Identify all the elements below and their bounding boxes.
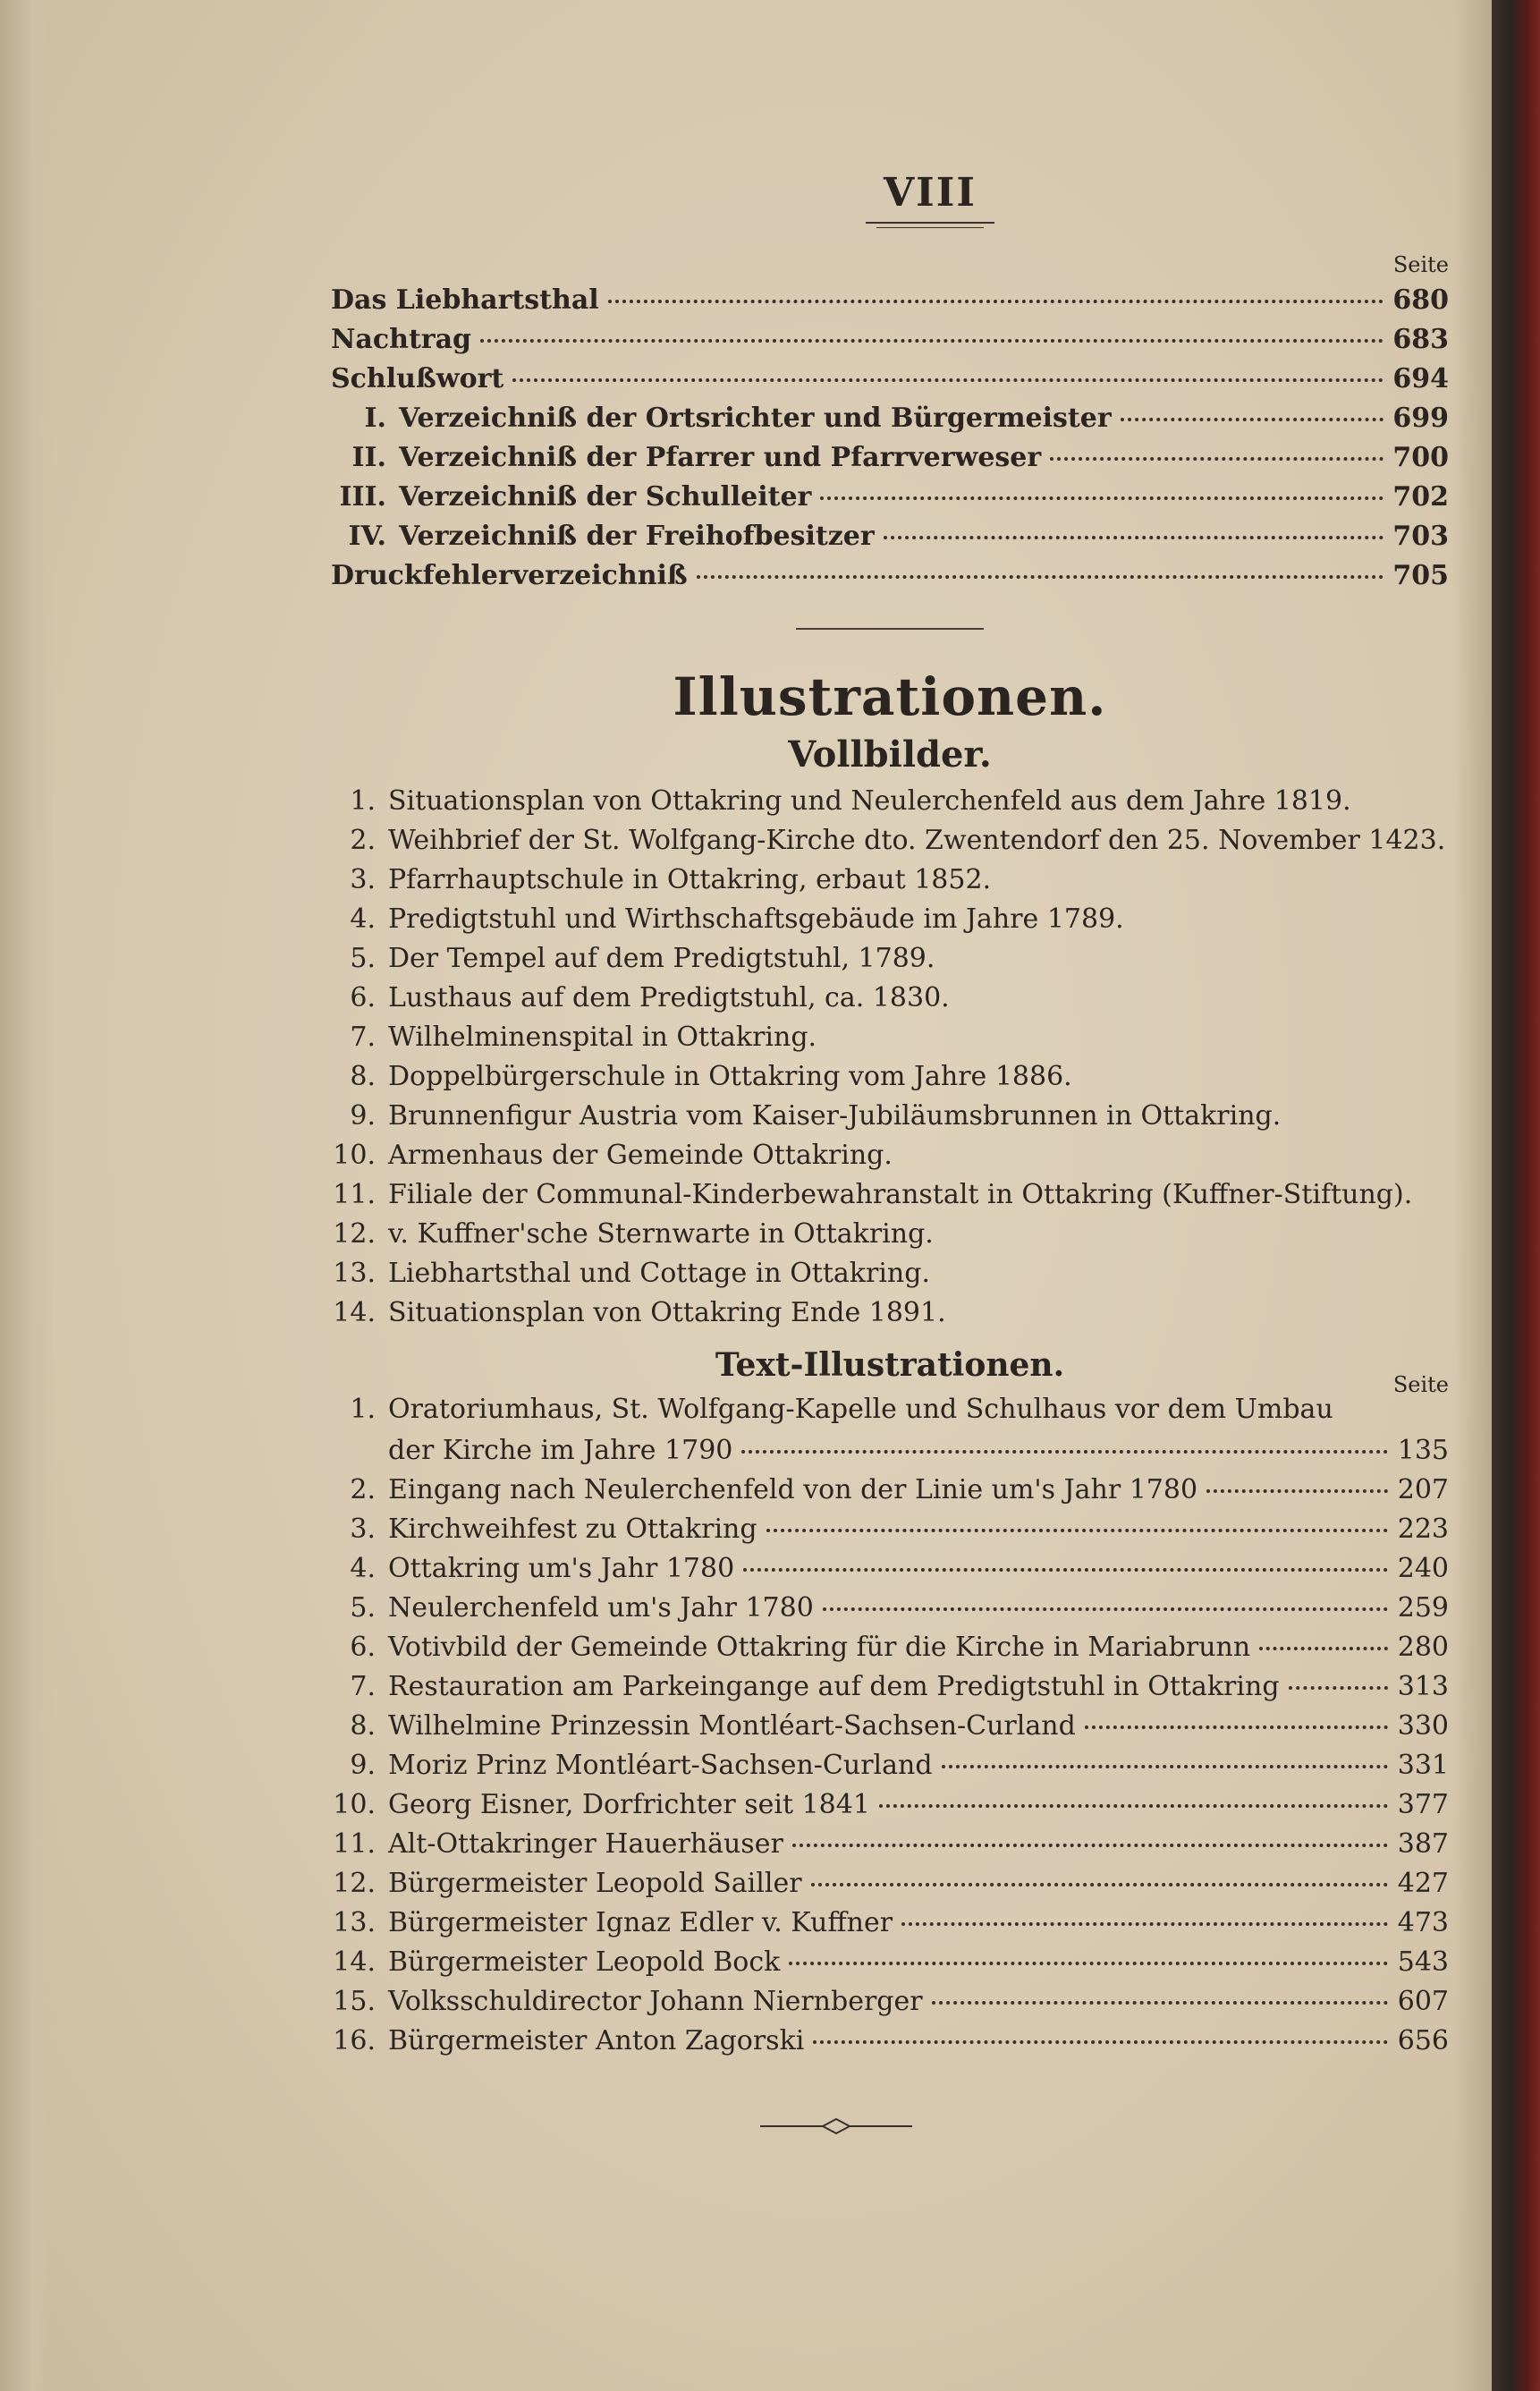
item-page: 473	[1397, 1907, 1449, 1938]
page-number: VIII	[884, 170, 977, 216]
toc-number: II.	[351, 442, 386, 473]
text-illustration-row	[331, 1632, 1449, 1667]
toc-number: III.	[339, 481, 386, 513]
seite-label: Seite	[1392, 1372, 1449, 1397]
toc-row	[331, 284, 1449, 320]
seite-label: Seite	[1392, 252, 1449, 277]
item-title: Kirchweihfest zu Ottakring	[388, 1513, 757, 1545]
plate-title: Filiale der Communal-Kinderbewahranstalt in Ottakring (Kuffner-Stiftung).	[388, 1179, 1413, 1210]
text-illustration-row	[331, 1553, 1449, 1589]
toc-row	[331, 363, 1449, 399]
plate-item	[331, 1218, 1458, 1254]
item-page: 280	[1397, 1632, 1449, 1663]
item-number: 11.	[333, 1828, 376, 1860]
leader-dots	[741, 1450, 1388, 1454]
text-illustration-row	[331, 1671, 1449, 1707]
page-edge-shadow	[1453, 0, 1492, 2391]
toc-page: 694	[1392, 363, 1449, 394]
item-number: 9.	[350, 1750, 376, 1781]
item-page: 207	[1397, 1474, 1449, 1505]
item-title: Wilhelmine Prinzessin Montléart-Sachsen-Curland	[388, 1710, 1076, 1742]
toc-page: 683	[1392, 324, 1449, 355]
plate-number: 1.	[350, 785, 376, 817]
plate-item	[331, 1022, 1458, 1057]
item-page: 259	[1397, 1592, 1449, 1624]
toc-row	[331, 481, 1449, 517]
plate-number: 13.	[333, 1258, 376, 1289]
plate-title: Weihbrief der St. Wolfgang-Kirche dto. Zwentendorf den 25. November 1423.	[388, 825, 1446, 856]
item-page: 607	[1397, 1986, 1449, 2017]
plate-number: 14.	[333, 1297, 376, 1328]
leader-dots	[1050, 457, 1383, 461]
plate-number: 7.	[350, 1022, 376, 1053]
plate-item	[331, 1100, 1458, 1136]
item-title: Volksschuldirector Johann Niernberger	[388, 1986, 923, 2017]
text-illustration-row	[331, 1789, 1449, 1825]
item-number: 7.	[350, 1671, 376, 1702]
plate-item	[331, 1061, 1458, 1097]
toc-title: Verzeichniß der Pfarrer und Pfarrverweser	[399, 442, 1042, 473]
item-number: 1.	[350, 1394, 376, 1425]
leader-dots	[813, 2040, 1388, 2044]
item-page: 240	[1397, 1553, 1449, 1584]
item-title: Alt-Ottakringer Hauerhäuser	[388, 1828, 783, 1860]
toc-title: Nachtrag	[331, 324, 472, 355]
item-page: 656	[1397, 2025, 1449, 2056]
toc-page: 680	[1392, 284, 1449, 316]
toc-number: IV.	[348, 521, 386, 552]
item-page: 543	[1397, 1946, 1449, 1978]
item-number: 10.	[333, 1789, 376, 1820]
text-illustration-row	[331, 1907, 1449, 1943]
item-number: 2.	[350, 1474, 376, 1505]
item-title: Ottakring um's Jahr 1780	[388, 1553, 735, 1584]
item-title: Bürgermeister Leopold Bock	[388, 1946, 781, 1978]
toc-page: 700	[1392, 442, 1449, 473]
text-illustration-row	[331, 2025, 1449, 2061]
item-number: 4.	[350, 1553, 376, 1584]
leader-dots	[1085, 1725, 1388, 1729]
plate-item	[331, 903, 1458, 939]
plate-number: 12.	[333, 1218, 376, 1250]
item-title: Bürgermeister Anton Zagorski	[388, 2025, 805, 2056]
leader-dots	[901, 1922, 1388, 1926]
leader-dots	[811, 1883, 1388, 1887]
item-page: 135	[1397, 1435, 1449, 1466]
text-illustration-row	[331, 1513, 1449, 1549]
leader-dots	[820, 496, 1383, 500]
illustrations-heading: Illustrationen.	[673, 666, 1107, 727]
leader-dots	[697, 575, 1384, 579]
text-illustration-row	[331, 1828, 1449, 1864]
plate-number: 6.	[350, 982, 376, 1013]
plate-number: 2.	[350, 825, 376, 856]
leader-dots	[789, 1962, 1388, 1965]
plate-item	[331, 982, 1458, 1018]
item-title: Eingang nach Neulerchenfeld von der Linie um's Jahr 1780	[388, 1474, 1198, 1505]
plate-title: Wilhelminenspital in Ottakring.	[388, 1022, 817, 1053]
toc-page: 702	[1392, 481, 1449, 513]
item-title: Votivbild der Gemeinde Ottakring für die Kirche in Mariabrunn	[388, 1632, 1251, 1663]
text-illustration-row	[331, 1710, 1449, 1746]
plate-title: v. Kuffner'sche Sternwarte in Ottakring.	[388, 1218, 934, 1250]
text-illustration-row	[331, 1868, 1449, 1903]
gutter-shadow	[0, 0, 54, 2391]
leader-dots	[512, 378, 1383, 382]
item-title: Restauration am Parkeingange auf dem Predigtstuhl in Ottakring	[388, 1671, 1280, 1702]
toc-row	[331, 560, 1449, 596]
leader-dots	[942, 1765, 1388, 1768]
toc-title: Das Liebhartsthal	[331, 284, 599, 316]
plate-number: 4.	[350, 903, 376, 935]
page-number-rule-thin	[876, 227, 984, 228]
plate-item	[331, 1258, 1458, 1293]
plate-number: 3.	[350, 864, 376, 895]
item-number: 3.	[350, 1513, 376, 1545]
item-number: 8.	[350, 1710, 376, 1742]
item-page: 387	[1397, 1828, 1449, 1860]
plate-item	[331, 1297, 1458, 1333]
leader-dots	[1206, 1489, 1388, 1493]
item-page: 427	[1397, 1868, 1449, 1899]
item-number: 16.	[333, 2025, 376, 2056]
leader-dots	[1289, 1686, 1388, 1690]
text-illustration-row	[331, 1946, 1449, 1982]
plate-title: Situationsplan von Ottakring Ende 1891.	[388, 1297, 946, 1328]
toc-number: I.	[364, 403, 386, 434]
item-title: Oratoriumhaus, St. Wolfgang-Kapelle und Schulhaus vor dem Umbau	[388, 1394, 1333, 1425]
plate-number: 9.	[350, 1100, 376, 1132]
plate-title: Lusthaus auf dem Predigtstuhl, ca. 1830.	[388, 982, 950, 1013]
plate-number: 8.	[350, 1061, 376, 1092]
item-page: 330	[1397, 1710, 1449, 1742]
leader-dots	[1121, 418, 1384, 421]
item-title: Bürgermeister Leopold Sailler	[388, 1868, 802, 1899]
text-illustration-item	[331, 1394, 1458, 1429]
page-number-rule	[866, 222, 994, 224]
leader-dots	[823, 1607, 1388, 1611]
toc-title: Druckfehlerverzeichniß	[331, 560, 688, 591]
leader-dots	[480, 339, 1383, 343]
toc-row	[331, 442, 1449, 478]
leader-dots	[766, 1529, 1388, 1532]
plate-title: Brunnenfigur Austria vom Kaiser-Jubiläumsbrunnen in Ottakring.	[388, 1100, 1282, 1132]
plate-title: Doppelbürgerschule in Ottakring vom Jahre 1886.	[388, 1061, 1072, 1092]
section-divider	[796, 628, 984, 630]
plate-title: Pfarrhauptschule in Ottakring, erbaut 1852.	[388, 864, 992, 895]
text-illustration-row	[331, 1474, 1449, 1510]
plate-title: Der Tempel auf dem Predigtstuhl, 1789.	[388, 943, 935, 974]
plate-title: Liebhartsthal und Cottage in Ottakring.	[388, 1258, 930, 1289]
item-page: 377	[1397, 1789, 1449, 1820]
text-illustrations-heading: Text-Illustrationen.	[715, 1346, 1065, 1384]
item-page: 331	[1397, 1750, 1449, 1781]
plate-item	[331, 943, 1458, 979]
toc-row	[331, 403, 1449, 438]
leader-dots	[792, 1844, 1388, 1847]
plate-item	[331, 825, 1458, 861]
item-number: 12.	[333, 1868, 376, 1899]
plate-number: 11.	[333, 1179, 376, 1210]
item-title: Georg Eisner, Dorfrichter seit 1841	[388, 1789, 870, 1820]
plate-item	[331, 864, 1458, 900]
leader-dots	[879, 1804, 1388, 1808]
toc-title: Verzeichniß der Freihofbesitzer	[399, 521, 875, 552]
leader-dots	[608, 300, 1384, 303]
item-number: 13.	[333, 1907, 376, 1938]
toc-title: Verzeichniß der Ortsrichter und Bürgermeister	[399, 403, 1112, 434]
item-number: 5.	[350, 1592, 376, 1624]
item-page: 313	[1397, 1671, 1449, 1702]
leader-dots	[743, 1568, 1388, 1572]
item-title: Neulerchenfeld um's Jahr 1780	[388, 1592, 814, 1624]
text-illustration-row	[331, 1592, 1449, 1628]
full-plates-heading: Vollbilder.	[788, 733, 992, 776]
plate-item	[331, 1179, 1458, 1215]
item-number: 14.	[333, 1946, 376, 1978]
text-illustration-row	[331, 1435, 1449, 1471]
toc-title: Verzeichniß der Schulleiter	[399, 481, 812, 513]
leader-dots	[1259, 1647, 1388, 1650]
toc-title: Schlußwort	[331, 363, 504, 394]
text-illustration-row	[331, 1750, 1449, 1785]
plate-title: Predigtstuhl und Wirthschaftsgebäude im Jahre 1789.	[388, 903, 1124, 935]
toc-page: 699	[1392, 403, 1449, 434]
toc-page: 703	[1392, 521, 1449, 552]
item-page: 223	[1397, 1513, 1449, 1545]
item-number: 15.	[333, 1986, 376, 2017]
item-title: Moriz Prinz Montléart-Sachsen-Curland	[388, 1750, 933, 1781]
item-number: 6.	[350, 1632, 376, 1663]
plate-number: 10.	[333, 1140, 376, 1171]
end-ornament-icon	[760, 2115, 912, 2137]
item-title: Bürgermeister Ignaz Edler v. Kuffner	[388, 1907, 893, 1938]
leader-dots	[884, 536, 1384, 539]
toc-page: 705	[1392, 560, 1449, 591]
plate-item	[331, 785, 1458, 821]
book-cover-edge	[1492, 0, 1540, 2391]
item-title: der Kirche im Jahre 1790	[388, 1435, 733, 1466]
leader-dots	[932, 2001, 1388, 2005]
plate-title: Armenhaus der Gemeinde Ottakring.	[388, 1140, 893, 1171]
toc-row	[331, 521, 1449, 556]
text-illustration-row	[331, 1986, 1449, 2022]
plate-item	[331, 1140, 1458, 1175]
plate-number: 5.	[350, 943, 376, 974]
toc-row	[331, 324, 1449, 360]
plate-title: Situationsplan von Ottakring und Neulerchenfeld aus dem Jahre 1819.	[388, 785, 1351, 817]
